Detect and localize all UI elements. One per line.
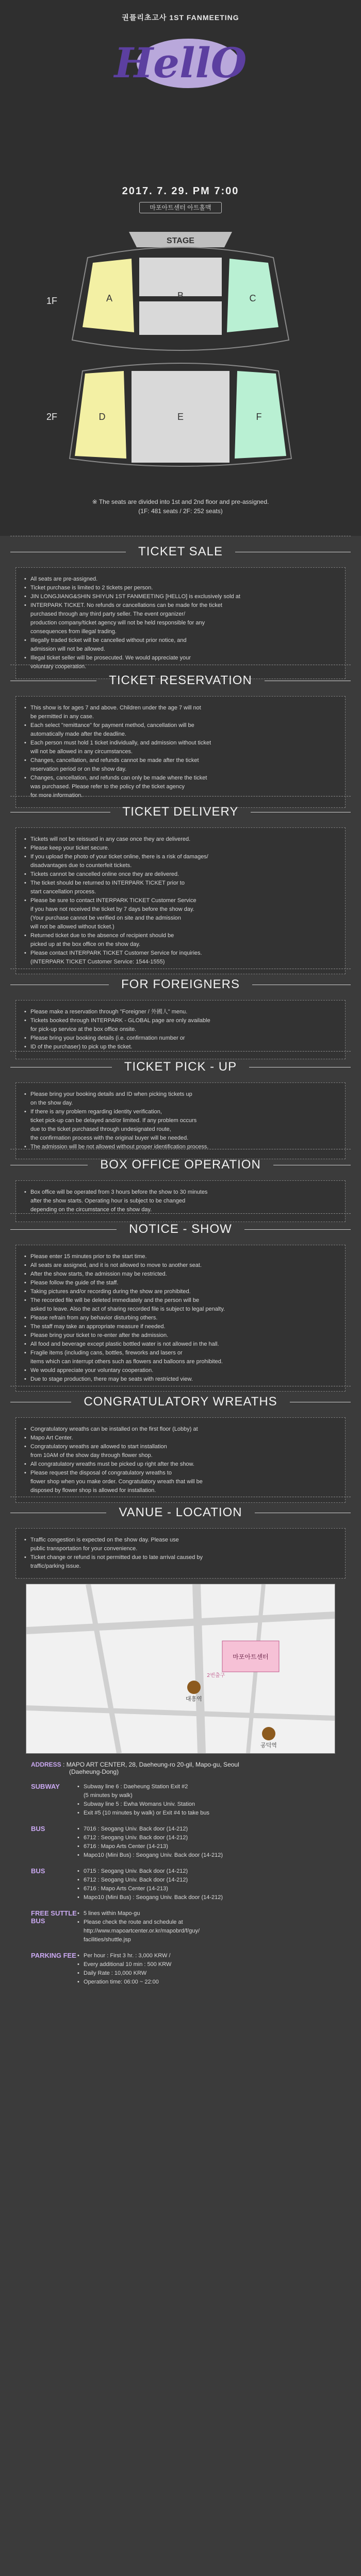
list-item: • All congratulatory wreaths must be picked up right after the show. <box>24 1460 337 1469</box>
pickup-list <box>24 1090 337 1151</box>
venue-map <box>26 1584 335 1754</box>
list-item: purchased through any third party seller. The event organizer/ <box>30 611 186 617</box>
list-item: • Please refrain from any behavior disturbing others. <box>24 1314 337 1323</box>
box-office-section <box>10 1149 351 1213</box>
venue-section <box>10 1497 351 2058</box>
list-item: • INTERPARK TICKET. No refunds or cancellations can be made for the ticket <box>24 601 337 610</box>
list-item: • Operation time: 06:00 ~ 22:00 <box>77 1978 330 1987</box>
list-item: • Please be sure to contact INTERPARK TICKET Customer Service <box>24 896 337 905</box>
ticket-reservation-section <box>10 665 351 799</box>
box-office-list <box>24 1188 337 1214</box>
pickup-title: TICKET PICK - UP <box>124 1060 237 1074</box>
address-text-line2: (Daeheung-Dong) <box>69 1768 119 1775</box>
list-item: for pick-up service at the box office onsite. <box>30 1026 137 1032</box>
block-b-label: B <box>177 291 184 301</box>
station1-label: 대흥역 <box>186 1696 202 1702</box>
list-item: the confirmation process with the original buyer will be needed. <box>30 1135 189 1141</box>
venue-title: VANUE - LOCATION <box>119 1505 242 1519</box>
exit-label: 2번출구 <box>207 1673 225 1679</box>
seat-note-line2: (1F: 481 seats / 2F: 252 seats) <box>138 507 223 515</box>
block-d-label: D <box>99 412 106 422</box>
list-item: • Please keep your ticket secure. <box>24 844 337 853</box>
list-item: • Please enter 15 minutes prior to the start time. <box>24 1252 337 1261</box>
transport-key: BUS <box>31 1867 45 1875</box>
address-label: ADDRESS <box>31 1761 61 1768</box>
transport-subway <box>31 1783 330 1818</box>
list-item: traffic/parking issue. <box>30 1563 81 1569</box>
list-item: • 6712 : Seogang Univ. Back door (14-212) <box>77 1876 330 1885</box>
list-item: for more information. <box>30 792 83 799</box>
transport-list <box>10 1783 351 1987</box>
list-item: due to the ticket purchased through undesignated route, <box>30 1126 171 1132</box>
list-item: • Daily Rate : 10,000 KRW <box>77 1969 330 1978</box>
list-item: • All food and beverage except plastic bottled water is not allowed in the hall. <box>24 1340 337 1349</box>
list-item: • This show is for ages 7 and above. Children under the age 7 will not <box>24 704 337 713</box>
floor1-label: 1F <box>46 296 58 306</box>
list-item: • 6716 : Mapo Arts Center (14-213) <box>77 1842 330 1851</box>
list-item: • Mapo10 (Mini Bus) : Seogang Univ. Back door (14-212) <box>77 1851 330 1860</box>
list-item: • Subway line 6 : Daeheung Station Exit #2 <box>77 1783 330 1791</box>
ticket-delivery-list <box>24 835 337 967</box>
block-b-back <box>139 301 222 335</box>
list-item: • The ticket should be returned to INTERPARK TICKET prior to <box>24 879 337 888</box>
list-item: • Box office will be operated from 3 hours before the show to 30 minutes <box>24 1188 337 1197</box>
list-item: • Returned ticket due to the absence of recipient should be <box>24 931 337 940</box>
list-item: • Please make a reservation through "Foreigner / 外國人" menu. <box>24 1008 337 1016</box>
foreigners-title: FOR FOREIGNERS <box>121 977 240 991</box>
list-item: reservation period or on the show day. <box>30 766 127 772</box>
logo-text: HellO <box>114 39 247 87</box>
wreaths-title: CONGRATULATORY WREATHS <box>84 1395 277 1409</box>
ticket-reservation-title: TICKET RESERVATION <box>109 673 252 687</box>
list-item: • Exit #5 (10 minutes by walk) or Exit #4 to take bus <box>77 1809 330 1818</box>
list-item: • If you upload the photo of your ticket online, there is a risk of damages/ <box>24 853 337 861</box>
notice-list <box>24 1252 337 1384</box>
list-item: voluntary cooperation. <box>30 664 87 670</box>
list-item: • Congratulatory wreaths are allowed to start installation <box>24 1443 337 1451</box>
list-item: • Tickets cannot be cancelled online once they are delivered. <box>24 870 337 879</box>
subway-station1-icon <box>187 1681 201 1694</box>
list-item: • 6716 : Mapo Arts Center (14-213) <box>77 1885 330 1893</box>
list-item: automatically made after the deadline. <box>30 731 126 737</box>
venue-address <box>31 1761 330 1775</box>
foreigners-list <box>24 1008 337 1052</box>
list-item: • The staff may take an appropriate measure if needed. <box>24 1323 337 1331</box>
venue-marker-label: 마포아트센터 <box>233 1653 269 1660</box>
list-item: • Taking pictures and/or recording during the show are prohibited. <box>24 1287 337 1296</box>
event-subtitle: 권플리초고사 1ST FANMEETING <box>122 13 239 22</box>
list-item: • Mapo Art Center. <box>24 1434 337 1443</box>
list-item: • ID of the purchaser) to pick up the ticket. <box>24 1043 337 1052</box>
list-item: • Mapo10 (Mini Bus) : Seogang Univ. Back door (14-212) <box>77 1893 330 1902</box>
seat-map <box>0 216 361 536</box>
list-item: • Congratulatory wreaths can be installed on the first floor (Lobby) at <box>24 1425 337 1434</box>
pickup-section <box>10 1051 351 1149</box>
list-item: (5 minutes by walk) <box>84 1792 133 1799</box>
list-item: • Traffic congestion is expected on the show day. Please use <box>24 1536 337 1545</box>
list-item: • Please follow the guide of the staff. <box>24 1279 337 1287</box>
event-date-time: 2017. 7. 29. PM 7:00 <box>122 185 239 197</box>
list-item: consequences from illegal trading. <box>30 629 117 635</box>
list-item: be permitted in any case. <box>30 714 94 720</box>
list-item: from 10AM of the show day through flower shop. <box>30 1452 153 1459</box>
list-item: (Your purchase cannot be verified on site and the admission <box>30 915 181 921</box>
transport-key: PARKING FEE <box>31 1952 76 1959</box>
transport-shuttle <box>31 1909 330 1944</box>
list-item: production company/ticket agency will not be held responsible for any <box>30 620 205 626</box>
list-item: http://www.mapoartcenter.or.kr/mapobrd/f/guy/ <box>84 1928 200 1934</box>
box-office-title: BOX OFFICE OPERATION <box>100 1158 261 1172</box>
list-item: disadvantages due to counterfeit tickets. <box>30 862 132 869</box>
list-item: • Tickets will not be reissued in any case once they are delivered. <box>24 835 337 844</box>
list-item: will not be allowed without ticket.) <box>30 924 114 930</box>
list-item: • Illegal ticket seller will be prosecuted. We would appreciate your <box>24 654 337 663</box>
list-item: admission will not be allowed. <box>30 646 105 652</box>
floor2-label: 2F <box>46 412 58 422</box>
hero-header <box>0 0 361 216</box>
list-item: • All seats are assigned, and it is not allowed to move to another seat. <box>24 1261 337 1270</box>
ticket-delivery-section <box>10 796 351 969</box>
list-item: • After the show starts, the admission may be restricted. <box>24 1270 337 1279</box>
list-item: start cancellation process. <box>30 889 96 895</box>
list-item: • Subway line 5 : Ewha Womans Univ. Station <box>77 1800 330 1809</box>
ticket-sale-list <box>24 575 337 671</box>
transport-key: BUS <box>31 1825 45 1833</box>
list-item: • Please check the route and schedule at <box>77 1918 330 1927</box>
hello-logo <box>113 30 248 97</box>
notice-section <box>10 1213 351 1386</box>
wreaths-list <box>24 1425 337 1495</box>
seat-note-line1: ※ The seats are divided into 1st and 2nd floor and pre-assigned. <box>92 498 269 505</box>
list-item: public transportation for your convenience. <box>30 1546 138 1552</box>
list-item: • We would appreciate your voluntary cooperation. <box>24 1366 337 1375</box>
list-item: • Please bring your booking details (i.e. confirmation number or <box>24 1034 337 1043</box>
transport-bus-1 <box>31 1825 330 1860</box>
list-item: • 0715 : Seogang Univ. Back door (14-212) <box>77 1867 330 1876</box>
ticket-sale-title: TICKET SALE <box>138 545 223 558</box>
list-item: • Changes, cancellation, and refunds cannot be made after the ticket <box>24 756 337 765</box>
list-item: picked up at the box office on the show day. <box>30 941 141 947</box>
list-item: • Please bring your booking details and ID when picking tickets up <box>24 1090 337 1099</box>
list-item: • Ticket change or refund is not permitted due to late arrival caused by <box>24 1553 337 1562</box>
list-item: • 7016 : Seogang Univ. Back door (14-212) <box>77 1825 330 1834</box>
list-item: • All seats are pre-assigned. <box>24 575 337 584</box>
list-item: items which can interrupt others such as flowers and balloons are prohibited. <box>30 1359 223 1365</box>
transport-bus-2 <box>31 1867 330 1902</box>
notice-title: NOTICE - SHOW <box>129 1222 232 1236</box>
block-f-label: F <box>256 412 262 422</box>
transport-parking <box>31 1952 330 1987</box>
transport-key: FREE SUTTLE BUS <box>31 1909 77 1925</box>
list-item: facilities/shuttle.jsp <box>84 1937 131 1943</box>
wreaths-section <box>10 1386 351 1497</box>
list-item: • Due to stage production, there may be seats with restricted view. <box>24 1375 337 1384</box>
venue-list <box>24 1536 337 1571</box>
list-item: • Please bring your ticket to re-enter after the admission. <box>24 1331 337 1340</box>
list-item: • Please request the disposal of congratulatory wreaths to <box>24 1469 337 1478</box>
ticket-delivery-title: TICKET DELIVERY <box>122 805 239 819</box>
block-c-label: C <box>249 293 256 303</box>
address-text: : MAPO ART CENTER, 28, Daeheung-ro 20-gil, Mapo-gu, Seoul <box>63 1761 239 1768</box>
list-item: • If there is any problem regarding identity verification, <box>24 1108 337 1116</box>
list-item: after the show starts. Operating hour is subject to be changed <box>30 1198 186 1204</box>
list-item: • The admission will be not allowed without proper identification process. <box>24 1143 337 1151</box>
station2-label: 공덕역 <box>260 1742 277 1749</box>
list-item: was purchased. Please refer to the policy of the ticket agency <box>30 784 185 790</box>
list-item: will not be allowed in any circumstances. <box>30 749 133 755</box>
foreigners-section <box>10 969 351 1051</box>
subway-station2-icon <box>262 1727 275 1740</box>
list-item: depending on the circumstance of the show day. <box>30 1207 152 1213</box>
list-item: ticket pick-up can be delayed and/or limited. If any problem occurs <box>30 1117 197 1124</box>
transport-key: SUBWAY <box>31 1783 60 1790</box>
list-item: • 5 lines within Mapo-gu <box>77 1909 330 1918</box>
list-item: • The recorded file will be deleted immediately and the person will be <box>24 1296 337 1305</box>
list-item: asked to leave. Also the act of sharing recorded file is subject to legal penalty. <box>30 1306 225 1312</box>
seat-note <box>0 497 361 516</box>
list-item: • Fragile items (including cans, bottles, fireworks and lasers or <box>24 1349 337 1358</box>
list-item: • Illegally traded ticket will be cancelled without prior notice, and <box>24 636 337 645</box>
block-a-label: A <box>106 293 113 303</box>
list-item: disposed by flower shop is allowed for installation. <box>30 1487 156 1494</box>
ticket-reservation-list <box>24 704 337 800</box>
list-item: (INTERPARK TICKET Customer Service: 1544-1555) <box>30 959 165 965</box>
venue-map-drawing <box>26 1584 335 1753</box>
list-item: • Per hour : First 3 hr. : 3,000 KRW / <box>77 1952 330 1960</box>
seat-map-drawing <box>0 216 361 495</box>
stage-label: STAGE <box>167 236 194 245</box>
ticket-sale-section <box>10 536 351 670</box>
list-item: • Changes, cancellation, and refunds can only be made where the ticket <box>24 774 337 783</box>
block-e-label: E <box>177 412 184 422</box>
venue-pill: 마포아트센터 아트홀맥 <box>139 202 222 213</box>
list-item: • Each select "remittance" for payment method, cancellation will be <box>24 721 337 730</box>
list-item: • Every additional 10 min : 500 KRW <box>77 1960 330 1969</box>
list-item: if you have not received the ticket by 7 days before the show day. <box>30 906 194 912</box>
list-item: • Each person must hold 1 ticket individually, and admission without ticket <box>24 739 337 748</box>
list-item: • Tickets booked through INTERPARK - GLOBAL page are only available <box>24 1016 337 1025</box>
list-item: • Please contact INTERPARK TICKET Customer Service for inquiries. <box>24 949 337 958</box>
list-item: • 6712 : Seogang Univ. Back door (14-212) <box>77 1834 330 1842</box>
list-item: on the show day. <box>30 1100 73 1106</box>
list-item: flower shop when you make order. Congratulatory wreath that will be <box>30 1479 203 1485</box>
list-item: • Ticket purchase is limited to 2 tickets per person. <box>24 584 337 592</box>
list-item: • JIN LONGJIANG&SHIN SHIYUN 1ST FANMEETING [HELLO] is exclusively sold at <box>24 592 337 601</box>
